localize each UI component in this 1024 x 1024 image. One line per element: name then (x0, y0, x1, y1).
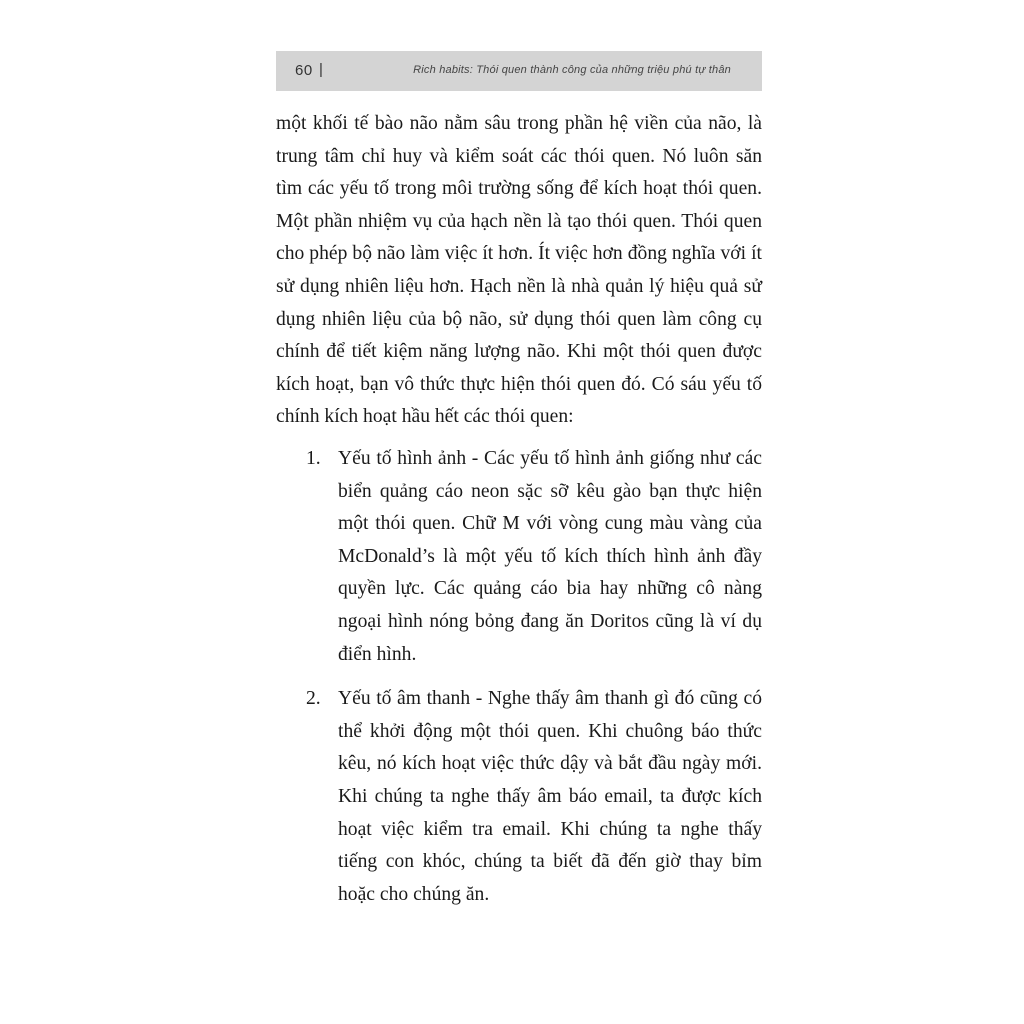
paragraph: một khối tế bào não nằm sâu trong phần hệ viền của não, là trung tâm chỉ huy và kiểm soát các thói quen. Nó luôn săn tìm các yếu tố trong môi trường sống để kích hoạt thói quen. Một phần nhiệm vụ của hạch nền là tạo thói quen. Thói quen cho phép bộ não làm việc ít hơn. Ít việc hơn đồng nghĩa với ít sử dụng nhiên liệu hơn. Hạch nền là nhà quản lý hiệu quả sử dụng nhiên liệu của bộ não, sử dụng thói quen làm công cụ chính để tiết kiệm năng lượng não. Khi một thói quen được kích hoạt, bạn vô thức thực hiện thói quen đó. Có sáu yếu tố chính kích hoạt hầu hết các thói quen: (276, 113, 762, 428)
body-text (276, 108, 762, 434)
numbered-list (276, 443, 762, 923)
list-item (276, 443, 762, 671)
running-title: Rich habits: Thói quen thành công của những triệu phú tự thân (413, 64, 731, 76)
list-item-number: 2. (306, 688, 321, 710)
list-item-text: Yếu tố hình ảnh - Các yếu tố hình ảnh giống như các biển quảng cáo neon sặc sỡ kêu gào bạn thực hiện một thói quen. Chữ M với vòng cung màu vàng của McDonald’s là một yếu tố kích thích hình ảnh đầy quyền lực. Các quảng cáo bia hay những cô nàng ngoại hình nóng bỏng đang ăn Doritos cũng là ví dụ điển hình. (338, 448, 762, 665)
list-item-text: Yếu tố âm thanh - Nghe thấy âm thanh gì đó cũng có thể khởi động một thói quen. Khi chuông báo thức kêu, nó kích hoạt việc thức dậy và bắt đầu ngày mới. Khi chúng ta nghe thấy âm báo email, ta được kích hoạt việc kiểm tra email. Khi chúng ta nghe thấy tiếng con khóc, chúng ta biết đã đến giờ thay bỉm hoặc cho chúng ăn. (338, 688, 762, 905)
list-item (276, 683, 762, 911)
list-item-number: 1. (306, 448, 321, 469)
page-number: 60 (295, 62, 313, 79)
page-header (276, 51, 762, 91)
header-separator: | (319, 61, 323, 78)
